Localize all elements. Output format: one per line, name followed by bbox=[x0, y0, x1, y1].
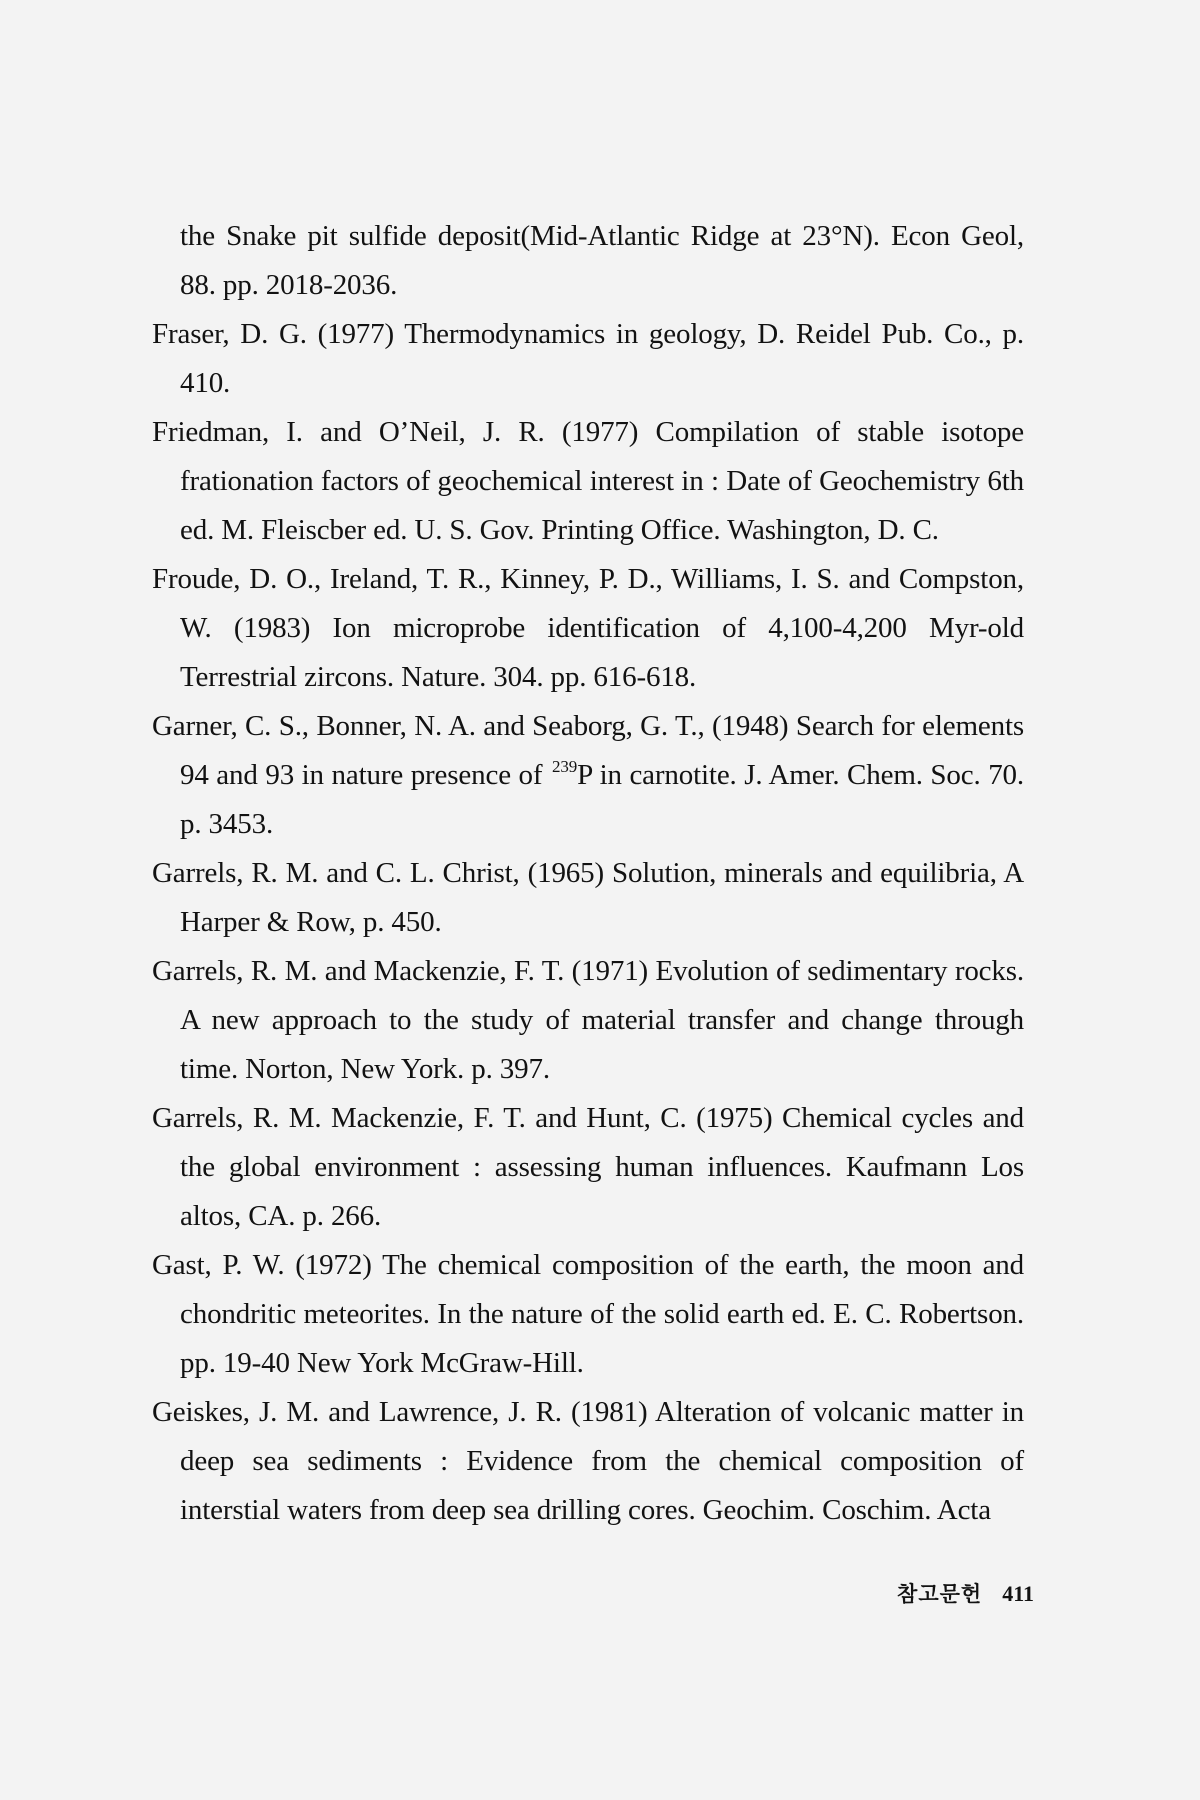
reference-entry bbox=[152, 310, 1024, 408]
reference-entry bbox=[152, 849, 1024, 947]
reference-text: Friedman, I. and O’Neil, J. R. (1977) Compilation of stable isotope frationation factors of geochemical interest in : Date of Geochemistry 6th ed. M. Fleiscber ed. U. S. Gov. Printing Office. Washington, D. C. bbox=[152, 416, 1024, 546]
reference-entry bbox=[152, 212, 1024, 310]
reference-text-before-superscript: Garner, C. S., Bonner, N. A. and Seaborg, G. T., (1948) Search for elements 94 and 93 in nature presence of bbox=[152, 710, 1024, 791]
reference-entry bbox=[152, 947, 1024, 1094]
reference-entry bbox=[152, 702, 1024, 849]
reference-text: Gast, P. W. (1972) The chemical composition of the earth, the moon and chondritic meteorites. In the nature of the solid earth ed. E. C. Robertson. pp. 19-40 New York McGraw-Hill. bbox=[152, 1249, 1024, 1379]
reference-text: Fraser, D. G. (1977) Thermodynamics in geology, D. Reidel Pub. Co., p. 410. bbox=[152, 318, 1024, 399]
reference-text: Garrels, R. M. and C. L. Christ, (1965) Solution, minerals and equilibria, A Harper & Row, p. 450. bbox=[152, 857, 1024, 938]
reference-text: Froude, D. O., Ireland, T. R., Kinney, P. D., Williams, I. S. and Compston, W. (1983) Ion microprobe identification of 4,100-4,200 Myr-old Terrestrial zircons. Nature. 304. pp. 616-618. bbox=[152, 563, 1024, 693]
reference-text: Garrels, R. M. Mackenzie, F. T. and Hunt, C. (1975) Chemical cycles and the global environment : assessing human influences. Kaufmann Los altos, CA. p. 266. bbox=[152, 1102, 1024, 1232]
reference-text: Garrels, R. M. and Mackenzie, F. T. (1971) Evolution of sedimentary rocks. A new approach to the study of material transfer and change through time. Norton, New York. p. 397. bbox=[152, 955, 1024, 1085]
reference-entry bbox=[152, 555, 1024, 702]
reference-entry bbox=[152, 408, 1024, 555]
page-footer bbox=[897, 1578, 1034, 1608]
isotope-superscript: 239 bbox=[552, 757, 578, 776]
page-number: 411 bbox=[1002, 1581, 1034, 1606]
reference-list bbox=[152, 212, 1024, 1535]
reference-entry bbox=[152, 1241, 1024, 1388]
reference-entry bbox=[152, 1094, 1024, 1241]
reference-text: the Snake pit sulfide deposit(Mid-Atlantic Ridge at 23°N). Econ Geol, 88. pp. 2018-2036. bbox=[180, 220, 1024, 301]
section-title: 참고문헌 bbox=[897, 1582, 983, 1606]
reference-text: Geiskes, J. M. and Lawrence, J. R. (1981) Alteration of volcanic matter in deep sea sediments : Evidence from the chemical composition of interstial waters from deep sea drilling cores. Geochim. Coschim. Acta bbox=[152, 1396, 1024, 1526]
reference-entry bbox=[152, 1388, 1024, 1535]
reference-text-after-superscript: P in carnotite. J. Amer. Chem. Soc. 70. p. 3453. bbox=[180, 759, 1024, 840]
